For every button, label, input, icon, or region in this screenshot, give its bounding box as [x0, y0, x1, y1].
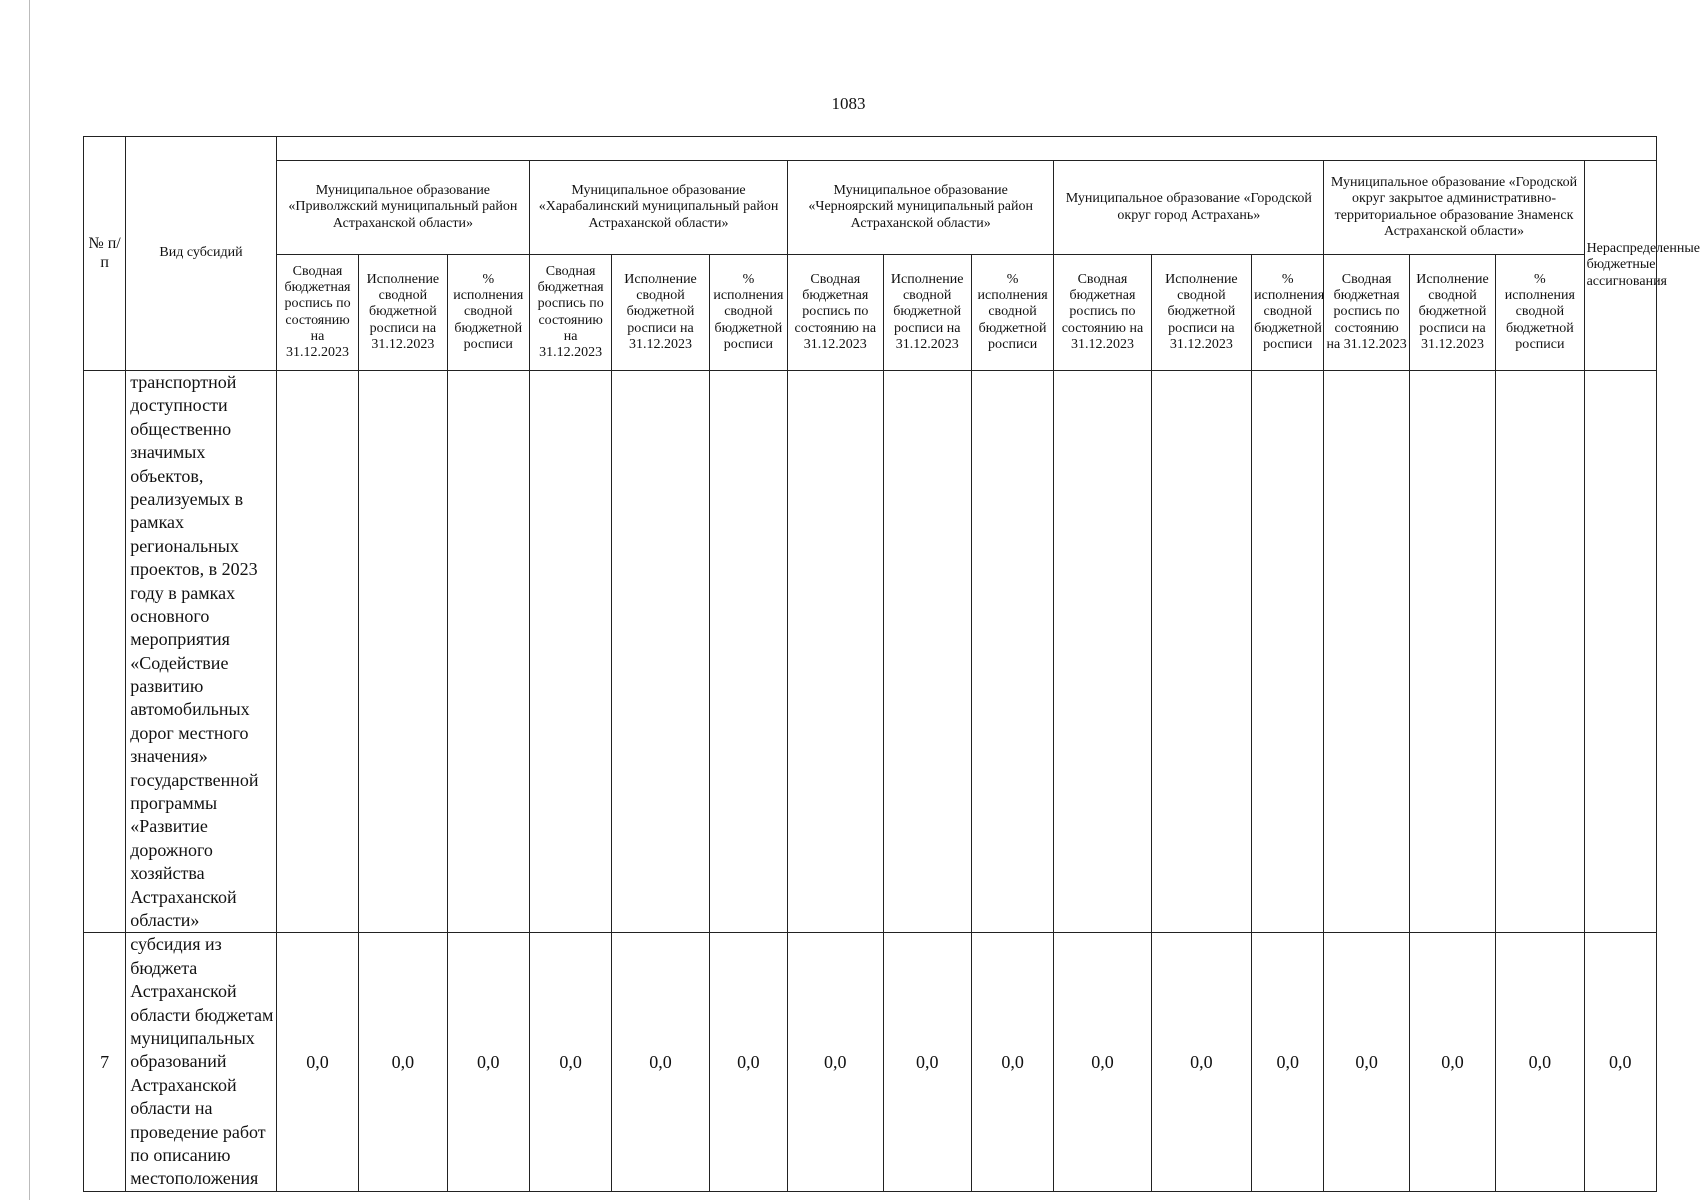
subsidy-header: Вид субсидий	[126, 137, 277, 371]
col-header-percent: % исполнения сводной бюджетной росписи	[709, 255, 787, 371]
value-cell	[709, 371, 787, 933]
value-cell	[971, 371, 1053, 933]
value-cell	[612, 371, 709, 933]
header-top-row	[84, 137, 1657, 161]
col-header-execution: Исполнение сводной бюджетной росписи на 31.12.2023	[612, 255, 709, 371]
value-cell: 0,0	[612, 933, 709, 1191]
value-cell	[1324, 371, 1409, 933]
col-header-percent: % исполнения сводной бюджетной росписи	[1252, 255, 1324, 371]
value-cell: 0,0	[709, 933, 787, 1191]
col-header-budget: Сводная бюджетная роспись по состоянию на 31.12.2023	[529, 255, 611, 371]
col-header-budget: Сводная бюджетная роспись по состоянию на 31.12.2023	[1054, 255, 1151, 371]
num-header: № п/п	[84, 137, 126, 371]
value-cell: 0,0	[359, 933, 447, 1191]
group-header-privolzhsky: Муниципальное образование «Приволжский муниципальный район Астраханской области»	[276, 161, 529, 255]
value-cell	[1252, 371, 1324, 933]
table-row	[84, 371, 1657, 933]
group-header-kharabalinsky: Муниципальное образование «Харабалинский муниципальный район Астраханской области»	[529, 161, 787, 255]
subsidy-description: субсидия из бюджета Астраханской области бюджетам муниципальных образований Астраханской области на проведение работ по описанию местоположения	[126, 933, 277, 1191]
value-cell: 0,0	[1584, 933, 1656, 1191]
value-cell	[1584, 371, 1656, 933]
value-cell	[447, 371, 529, 933]
value-cell: 0,0	[1496, 933, 1584, 1191]
col-header-percent: % исполнения сводной бюджетной росписи	[447, 255, 529, 371]
col-header-percent: % исполнения сводной бюджетной росписи	[1496, 255, 1584, 371]
value-cell	[529, 371, 611, 933]
col-header-budget: Сводная бюджетная роспись по состоянию на 31.12.2023	[276, 255, 358, 371]
value-cell	[359, 371, 447, 933]
value-cell: 0,0	[1054, 933, 1151, 1191]
value-cell: 0,0	[529, 933, 611, 1191]
col-header-execution: Исполнение сводной бюджетной росписи на 31.12.2023	[359, 255, 447, 371]
group-header-znamensk: Муниципальное образование «Городской округ закрытое административно-территориальное образование Знаменск Астраханской области»	[1324, 161, 1584, 255]
row-number: 7	[84, 933, 126, 1191]
scan-margin-line	[29, 0, 30, 1200]
value-cell	[1054, 371, 1151, 933]
value-cell: 0,0	[1151, 933, 1251, 1191]
value-cell: 0,0	[276, 933, 358, 1191]
subsidy-description: транспортной доступности общественно значимых объектов, реализуемых в рамках региональных проектов, в 2023 году в рамках основного мероприятия «Содействие развитию автомобильных дорог местного значения» государственной программы «Развитие дорожного хозяйства Астраханской области»	[126, 371, 277, 933]
value-cell: 0,0	[971, 933, 1053, 1191]
col-header-budget: Сводная бюджетная роспись по состоянию на 31.12.2023	[1324, 255, 1409, 371]
value-cell: 0,0	[788, 933, 883, 1191]
value-cell	[788, 371, 883, 933]
value-cell: 0,0	[1324, 933, 1409, 1191]
group-header-row	[84, 161, 1657, 255]
value-cell	[1496, 371, 1584, 933]
value-cell: 0,0	[883, 933, 971, 1191]
page-number: 1083	[831, 94, 866, 113]
value-cell	[883, 371, 971, 933]
value-cell: 0,0	[447, 933, 529, 1191]
column-header-row	[84, 255, 1657, 371]
value-cell: 0,0	[1252, 933, 1324, 1191]
group-header-chernoyarsky: Муниципальное образование «Черноярский муниципальный район Астраханской области»	[788, 161, 1054, 255]
value-cell	[1151, 371, 1251, 933]
row-number	[84, 371, 126, 933]
value-cell: 0,0	[1409, 933, 1495, 1191]
unallocated-header: Нераспределенные бюджетные ассигнования	[1584, 161, 1656, 371]
header-blank-band	[276, 137, 1656, 161]
col-header-budget: Сводная бюджетная роспись по состоянию на 31.12.2023	[788, 255, 883, 371]
col-header-execution: Исполнение сводной бюджетной росписи на 31.12.2023	[1409, 255, 1495, 371]
value-cell	[276, 371, 358, 933]
subsidy-table	[83, 136, 1700, 1192]
group-header-astrakhan-city: Муниципальное образование «Городской округ город Астрахань»	[1054, 161, 1324, 255]
col-header-execution: Исполнение сводной бюджетной росписи на 31.12.2023	[1151, 255, 1251, 371]
col-header-execution: Исполнение сводной бюджетной росписи на 31.12.2023	[883, 255, 971, 371]
value-cell	[1409, 371, 1495, 933]
col-header-percent: % исполнения сводной бюджетной росписи	[971, 255, 1053, 371]
table-row	[84, 933, 1657, 1191]
